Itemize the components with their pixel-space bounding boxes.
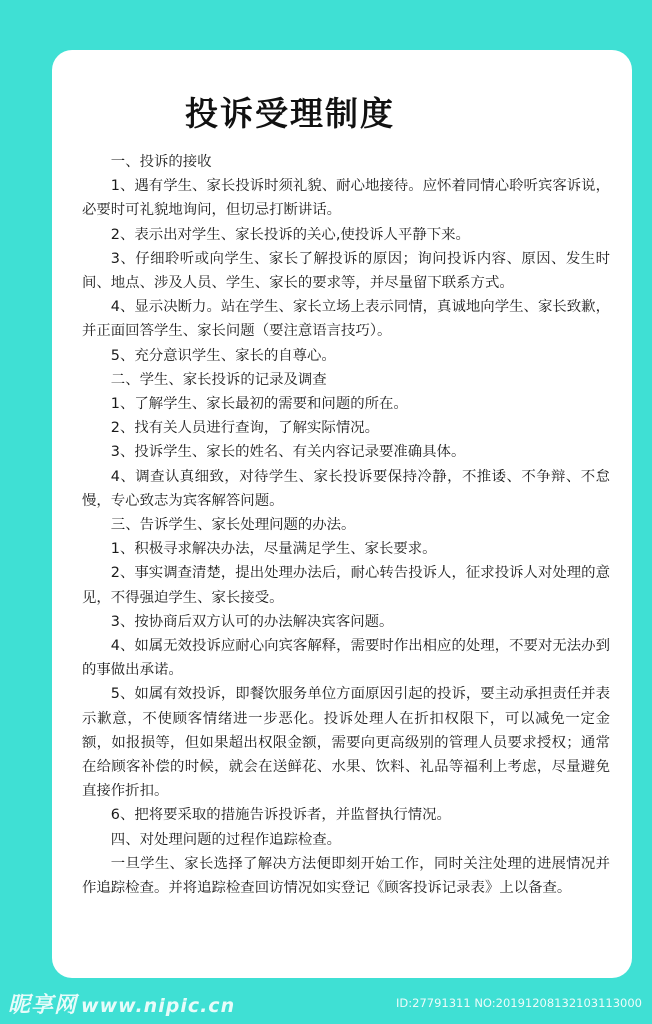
paragraph: 5、如属有效投诉，即餐饮服务单位方面原因引起的投诉，要主动承担责任并表示歉意，不使顾客情绪进一步恶化。投诉处理人在折扣权限下，可以减免一定金额，如报损等，但如果超出权限金额，需要向更高级别的管理人员要求授权；通常在给顾客补偿的时候，就会在送鲜花、水果、饮料、礼品等福利上考虑，尽量避免直接作折扣。 [82, 686, 610, 800]
paragraph: 1、了解学生、家长最初的需要和问题的所在。 [110, 396, 408, 413]
watermark-brand: 昵享网 [8, 993, 78, 1018]
paragraph: 3、投诉学生、家长的姓名、有关内容记录要准确具体。 [110, 444, 466, 461]
paragraph: 2、表示出对学生、家长投诉的关心,使投诉人平静下来。 [110, 226, 470, 243]
paragraph: 6、把将要采取的措施告诉投诉者，并监督执行情况。 [110, 807, 451, 824]
paragraph: 2、找有关人员进行查询，了解实际情况。 [110, 420, 379, 437]
document-title: 投诉受理制度 [185, 94, 395, 133]
paragraph: 3、仔细聆听或向学生、家长了解投诉的原因；询问投诉内容、原因、发生时间、地点、涉及人员、学生、家长的要求等，并尽量留下联系方式。 [82, 250, 610, 292]
paragraph: 1、积极寻求解决办法，尽量满足学生、家长要求。 [110, 541, 437, 558]
paragraph: 一旦学生、家长选择了解决方法便即刻开始工作，同时关注处理的进展情况并作追踪检查。并将追踪检查回访情况如实登记《顾客投诉记录表》上以备查。 [82, 855, 610, 897]
watermark-site: www.nipic.cn [81, 995, 236, 1017]
paragraph: 1、遇有学生、家长投诉时须礼貌、耐心地接待。应怀着同情心聆听宾客诉说，必要时可礼貌地询问，但切忌打断讲话。 [82, 178, 610, 219]
section-heading-1: 一、投诉的接收 [110, 154, 212, 170]
section-heading-4: 四、对处理问题的过程作追踪检查。 [110, 831, 342, 848]
section-heading-2: 二、学生、家长投诉的记录及调查 [110, 371, 327, 388]
paragraph: 2、事实调查清楚，提出处理办法后，耐心转告投诉人，征求投诉人对处理的意见，不得强迫学生、家长接受。 [82, 565, 610, 606]
paragraph: 5、充分意识学生、家长的自尊心。 [110, 347, 336, 364]
section-heading-3: 三、告诉学生、家长处理问题的办法。 [110, 517, 356, 534]
watermark-id: ID:27791311 NO:20191208132103113000 [396, 996, 642, 1010]
paragraph: 4、调查认真细致，对待学生、家长投诉要保持冷静，不推诿、不争辩、不怠慢，专心致志为宾客解答问题。 [82, 468, 610, 509]
watermark-logo [8, 988, 235, 1019]
paragraph: 4、显示决断力。站在学生、家长立场上表示同情，真诚地向学生、家长致歉，并正面回答学生、家长问题（要注意语言技巧）。 [82, 299, 610, 340]
paragraph: 4、如属无效投诉应耐心向宾客解释，需要时作出相应的处理，不要对无法办到的事做出承诺。 [82, 638, 610, 679]
paragraph: 3、按协商后双方认可的办法解决宾客问题。 [110, 613, 394, 630]
document-body [82, 150, 610, 900]
